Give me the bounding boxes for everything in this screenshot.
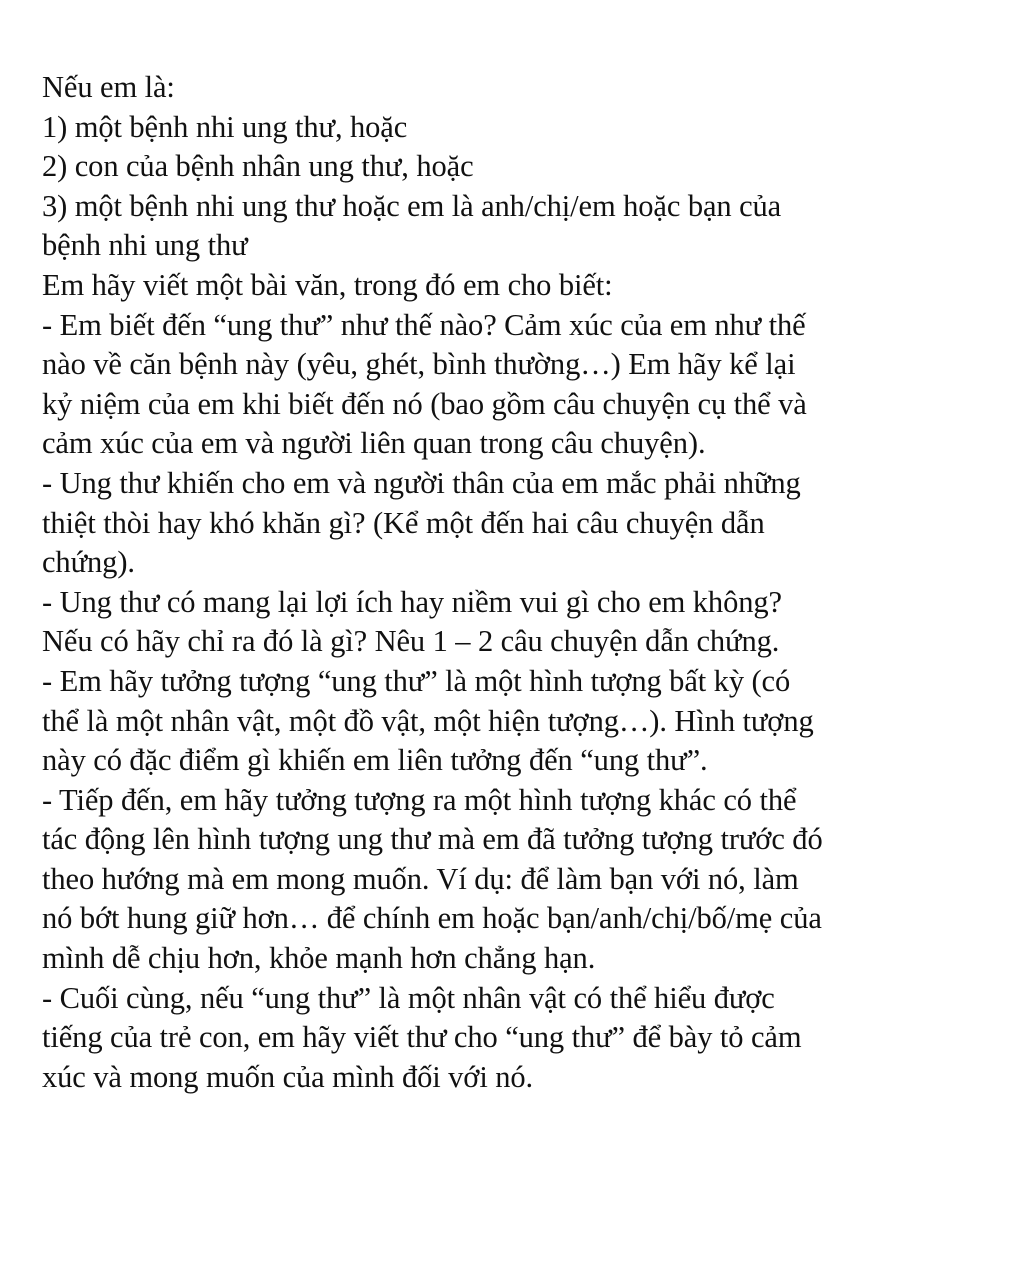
text-line: - Em biết đến “ung thư” như thế nào? Cảm xúc của em như thế — [42, 307, 806, 342]
text-line: theo hướng mà em mong muốn. Ví dụ: để làm bạn với nó, làm — [42, 861, 799, 896]
text-line: nào về căn bệnh này (yêu, ghét, bình thường…) Em hãy kể lại — [42, 347, 796, 382]
document-text — [42, 68, 982, 1097]
text-line: tác động lên hình tượng ung thư mà em đã tưởng tượng trước đó — [42, 822, 823, 857]
text-line: Nếu em là: — [42, 70, 175, 104]
text-line: chứng). — [42, 545, 135, 580]
text-line: xúc và mong muốn của mình đối với nó. — [42, 1059, 534, 1094]
text-line: Nếu có hãy chỉ ra đó là gì? Nêu 1 – 2 câu chuyện dẫn chứng. — [42, 624, 780, 659]
text-line: nó bớt hung giữ hơn… để chính em hoặc bạn/anh/chị/bố/mẹ của — [42, 901, 822, 936]
text-line: thiệt thòi hay khó khăn gì? (Kể một đến hai câu chuyện dẫn — [42, 505, 765, 540]
text-line: cảm xúc của em và người liên quan trong câu chuyện). — [42, 426, 706, 461]
text-line: tiếng của trẻ con, em hãy viết thư cho “ung thư” để bày tỏ cảm — [42, 1020, 802, 1055]
text-line: 1) một bệnh nhi ung thư, hoặc — [42, 109, 408, 144]
text-line: bệnh nhi ung thư — [42, 228, 248, 263]
text-line: - Tiếp đến, em hãy tưởng tượng ra một hình tượng khác có thể — [42, 782, 797, 817]
text-line: 2) con của bệnh nhân ung thư, hoặc — [42, 149, 474, 184]
text-line: - Ung thư khiến cho em và người thân của em mắc phải những — [42, 465, 801, 500]
text-line: kỷ niệm của em khi biết đến nó (bao gồm câu chuyện cụ thể và — [42, 386, 807, 421]
text-line: - Ung thư có mang lại lợi ích hay niềm vui gì cho em không? — [42, 584, 782, 619]
text-line: mình dễ chịu hơn, khỏe mạnh hơn chẳng hạn. — [42, 941, 596, 976]
text-line: thể là một nhân vật, một đồ vật, một hiện tượng…). Hình tượng — [42, 703, 814, 738]
text-line: 3) một bệnh nhi ung thư hoặc em là anh/chị/em hoặc bạn của — [42, 188, 782, 223]
text-line: - Cuối cùng, nếu “ung thư” là một nhân vật có thể hiểu được — [42, 980, 775, 1015]
text-line: này có đặc điểm gì khiến em liên tưởng đến “ung thư”. — [42, 743, 708, 778]
text-line: - Em hãy tưởng tượng “ung thư” là một hình tượng bất kỳ (có — [42, 663, 791, 698]
text-line: Em hãy viết một bài văn, trong đó em cho biết: — [42, 267, 613, 302]
